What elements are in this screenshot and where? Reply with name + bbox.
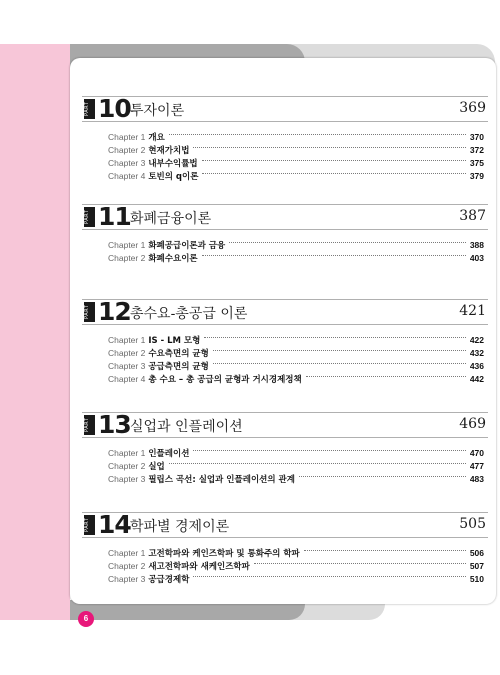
chapter-entry[interactable] xyxy=(108,359,484,372)
part-header[interactable] xyxy=(82,299,488,325)
part-section xyxy=(82,299,488,385)
chapter-label: Chapter 3 xyxy=(108,360,146,371)
chapter-page: 442 xyxy=(469,373,484,384)
chapter-label: Chapter 1 xyxy=(108,131,146,142)
chapter-label: Chapter 3 xyxy=(108,157,146,168)
chapter-label: Chapter 2 xyxy=(108,560,146,571)
part-section xyxy=(82,204,488,264)
chapter-entry[interactable] xyxy=(108,251,484,264)
chapter-title: 필립스 곡선: 실업과 인플레이션의 관계 xyxy=(148,474,295,485)
chapter-page: 375 xyxy=(469,157,484,168)
chapter-title: 수요측면의 균형 xyxy=(148,348,209,359)
chapter-page: 470 xyxy=(469,447,484,458)
leader-dots xyxy=(202,160,466,161)
leader-dots xyxy=(169,134,466,135)
chapter-entry[interactable] xyxy=(108,572,484,585)
leader-dots xyxy=(204,337,465,338)
leader-dots xyxy=(202,255,466,256)
part-header[interactable] xyxy=(82,96,488,122)
chapter-entry[interactable] xyxy=(108,472,484,485)
chapter-entry[interactable] xyxy=(108,446,484,459)
part-number: 12 xyxy=(98,297,131,326)
leader-dots xyxy=(254,563,466,564)
part-number: 13 xyxy=(98,410,131,439)
chapter-page: 436 xyxy=(469,360,484,371)
chapter-entry[interactable] xyxy=(108,346,484,359)
part-header[interactable] xyxy=(82,412,488,438)
chapter-title: 인플레이션 xyxy=(148,448,190,459)
chapter-label: Chapter 2 xyxy=(108,460,146,471)
chapter-title: 고전학파와 케인즈학파 및 통화주의 학파 xyxy=(148,548,300,559)
chapter-page: 403 xyxy=(469,252,484,263)
toc-card xyxy=(70,58,496,604)
chapter-label: Chapter 2 xyxy=(108,144,146,155)
leader-dots xyxy=(213,350,466,351)
part-section xyxy=(82,96,488,182)
chapter-page: 507 xyxy=(469,560,484,571)
part-title: 화폐금융이론 xyxy=(130,211,212,227)
chapter-list xyxy=(82,238,488,264)
chapter-page: 477 xyxy=(469,460,484,471)
leader-dots xyxy=(304,550,466,551)
part-label: PART xyxy=(84,515,95,535)
part-title: 투자이론 xyxy=(130,103,185,119)
chapter-page: 388 xyxy=(469,239,484,250)
leader-dots xyxy=(193,147,465,148)
chapter-label: Chapter 1 xyxy=(108,334,146,345)
chapter-entry[interactable] xyxy=(108,372,484,385)
chapter-title: 실업 xyxy=(148,461,165,472)
chapter-entry[interactable] xyxy=(108,333,484,346)
chapter-list xyxy=(82,130,488,182)
chapter-entry[interactable] xyxy=(108,130,484,143)
chapter-label: Chapter 2 xyxy=(108,347,146,358)
chapter-title: 총 수요 – 총 공급의 균형과 거시경제정책 xyxy=(148,374,302,385)
chapter-list xyxy=(82,333,488,385)
chapter-list xyxy=(82,446,488,485)
chapter-title: 토빈의 q이론 xyxy=(148,171,199,182)
part-title: 총수요-총공급 이론 xyxy=(130,306,248,322)
chapter-title: 공급경제학 xyxy=(148,574,190,585)
part-header[interactable] xyxy=(82,512,488,538)
chapter-label: Chapter 1 xyxy=(108,547,146,558)
chapter-title: 새고전학파와 새케인즈학파 xyxy=(148,561,250,572)
part-label: PART xyxy=(84,207,95,227)
chapter-label: Chapter 4 xyxy=(108,170,146,181)
leader-dots xyxy=(229,242,466,243)
chapter-entry[interactable] xyxy=(108,238,484,251)
chapter-page: 379 xyxy=(469,170,484,181)
leader-dots xyxy=(306,376,466,377)
chapter-label: Chapter 2 xyxy=(108,252,146,263)
leader-dots xyxy=(169,463,466,464)
part-page: 421 xyxy=(459,303,486,319)
chapter-entry[interactable] xyxy=(108,156,484,169)
decorative-pink-band xyxy=(0,44,70,620)
part-page: 469 xyxy=(459,416,486,432)
part-page: 505 xyxy=(459,516,486,532)
part-section xyxy=(82,512,488,585)
chapter-entry[interactable] xyxy=(108,546,484,559)
chapter-title: 개요 xyxy=(148,132,165,143)
part-header[interactable] xyxy=(82,204,488,230)
chapter-page: 510 xyxy=(469,573,484,584)
page-number-badge: 6 xyxy=(78,611,94,627)
part-page: 369 xyxy=(459,100,486,116)
chapter-page: 483 xyxy=(469,473,484,484)
chapter-page: 370 xyxy=(469,131,484,142)
chapter-title: 화폐수요이론 xyxy=(148,253,198,264)
leader-dots xyxy=(213,363,466,364)
chapter-title: 공급측면의 균형 xyxy=(148,361,209,372)
part-section xyxy=(82,412,488,485)
leader-dots xyxy=(193,450,465,451)
chapter-label: Chapter 3 xyxy=(108,473,146,484)
part-number: 10 xyxy=(98,94,131,123)
chapter-label: Chapter 4 xyxy=(108,373,146,384)
chapter-title: 현재가치법 xyxy=(148,145,190,156)
chapter-page: 506 xyxy=(469,547,484,558)
part-page: 387 xyxy=(459,208,486,224)
leader-dots xyxy=(202,173,465,174)
part-label: PART xyxy=(84,302,95,322)
leader-dots xyxy=(299,476,466,477)
chapter-label: Chapter 3 xyxy=(108,573,146,584)
chapter-page: 372 xyxy=(469,144,484,155)
part-number: 14 xyxy=(98,510,131,539)
part-number: 11 xyxy=(98,202,131,231)
chapter-entry[interactable] xyxy=(108,559,484,572)
chapter-entry[interactable] xyxy=(108,459,484,472)
chapter-list xyxy=(82,546,488,585)
chapter-title: 화폐공급이론과 금융 xyxy=(148,240,226,251)
chapter-label: Chapter 1 xyxy=(108,447,146,458)
chapter-label: Chapter 1 xyxy=(108,239,146,250)
leader-dots xyxy=(193,576,465,577)
part-label: PART xyxy=(84,415,95,435)
part-title: 학파별 경제이론 xyxy=(130,519,230,535)
chapter-entry[interactable] xyxy=(108,169,484,182)
part-label: PART xyxy=(84,99,95,119)
chapter-page: 432 xyxy=(469,347,484,358)
chapter-title: IS - LM 모형 xyxy=(148,335,201,346)
chapter-page: 422 xyxy=(469,334,484,345)
chapter-title: 내부수익률법 xyxy=(148,158,198,169)
part-title: 실업과 인플레이션 xyxy=(130,419,243,435)
chapter-entry[interactable] xyxy=(108,143,484,156)
